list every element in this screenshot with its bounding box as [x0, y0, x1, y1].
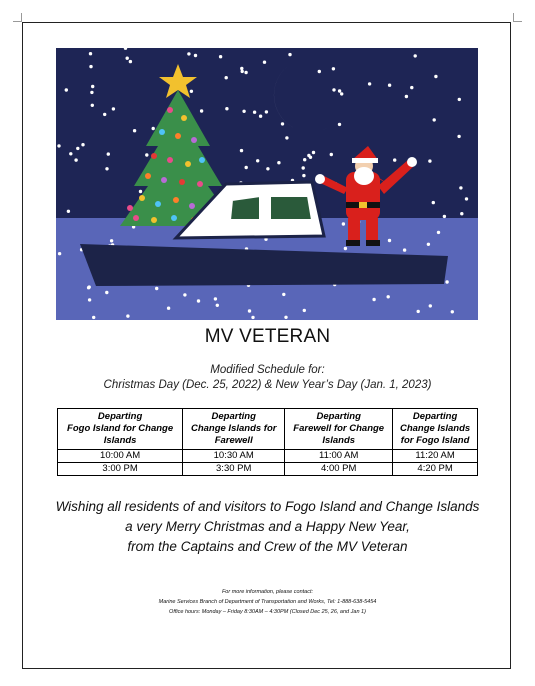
snowflake: [302, 174, 305, 177]
holiday-message-line: a very Merry Christmas and a Happy New Year,: [125, 519, 410, 534]
snowflake: [241, 70, 244, 73]
departure-time: 11:00 AM: [285, 450, 393, 463]
column-header-line: Farewell: [214, 435, 253, 446]
holiday-message-line: Wishing all residents of and visitors to Fogo Island and Change Islands: [55, 499, 480, 514]
ornament: [167, 157, 173, 163]
snowflake: [244, 71, 247, 74]
holiday-message: [0, 497, 535, 557]
snowflake: [344, 247, 347, 250]
snowflake: [288, 53, 291, 56]
departure-time: 3:30 PM: [183, 463, 285, 476]
column-header-line: Departing: [97, 411, 143, 422]
snowflake: [57, 144, 60, 147]
snowflake: [465, 197, 468, 200]
ornament: [167, 107, 173, 113]
snowflake: [194, 54, 197, 57]
snowflake: [414, 54, 417, 57]
snowflake: [214, 297, 217, 300]
ornament: [151, 153, 157, 159]
ornament: [197, 181, 203, 187]
snowflake: [126, 57, 129, 60]
snowflake: [387, 295, 390, 298]
snowflake: [282, 293, 285, 296]
snowflake: [277, 161, 280, 164]
column-header-line: Departing: [316, 411, 361, 422]
snowflake: [303, 158, 306, 161]
ornament: [175, 133, 181, 139]
snowflake: [342, 222, 345, 225]
departure-time: 4:20 PM: [393, 463, 478, 476]
schedule-subtitle: Modified Schedule for:: [210, 364, 325, 376]
ornament: [151, 217, 157, 223]
snowflake: [302, 166, 305, 169]
snowflake: [388, 84, 391, 87]
snowflake: [65, 88, 68, 91]
snowflake: [332, 67, 335, 70]
snowflake: [312, 151, 315, 154]
snowflake: [318, 70, 321, 73]
snowflake: [139, 190, 142, 193]
snowflake: [126, 314, 129, 317]
snowflake: [432, 201, 435, 204]
snowflake: [263, 61, 266, 64]
snowflake: [393, 158, 396, 161]
snowflake: [338, 123, 341, 126]
snowflake: [443, 215, 446, 218]
snowflake: [372, 298, 375, 301]
snowflake: [245, 166, 248, 169]
snowflake: [451, 310, 454, 313]
snowflake: [427, 243, 430, 246]
snowflake: [155, 287, 158, 290]
snowflake: [58, 252, 61, 255]
snowflake: [458, 98, 461, 101]
snowflake: [240, 149, 243, 152]
schedule-dates: Christmas Day (Dec. 25, 2022) & New Year’s Day (Jan. 1, 2023): [103, 379, 432, 391]
snowflake: [410, 86, 413, 89]
column-header: [58, 409, 183, 450]
ornament: [173, 197, 179, 203]
snowflake: [129, 60, 132, 63]
snowflake: [429, 304, 432, 307]
column-header-line: Departing: [211, 411, 256, 422]
snowflake: [417, 310, 420, 313]
snowflake: [91, 85, 94, 88]
snowflake: [338, 89, 341, 92]
snowflake: [67, 210, 70, 213]
snowflake: [266, 167, 269, 170]
snowflake: [428, 159, 431, 162]
snowflake: [459, 186, 462, 189]
ornament: [191, 137, 197, 143]
snowflake: [200, 109, 203, 112]
ornament: [185, 161, 191, 167]
snowflake: [167, 307, 170, 310]
ornament: [181, 115, 187, 121]
crop-mark-top-right: [513, 13, 522, 22]
departure-time: 4:00 PM: [285, 463, 393, 476]
snowflake: [259, 115, 262, 118]
snowflake: [445, 280, 448, 283]
ornament: [161, 177, 167, 183]
snowflake: [89, 65, 92, 68]
snowflake: [225, 76, 228, 79]
table-row: [58, 463, 478, 476]
snowflake: [285, 136, 288, 139]
snowflake: [88, 298, 91, 301]
crop-mark-top-left: [13, 13, 22, 22]
ornament: [171, 215, 177, 221]
schedule-header-row: [58, 409, 478, 450]
snowflake: [81, 143, 84, 146]
snowflake: [340, 92, 343, 95]
snowflake: [460, 212, 463, 215]
column-header-line: Fogo Island for Change: [67, 423, 174, 434]
snowflake: [253, 111, 256, 114]
footer-line: Office hours: Monday – Friday 8:30AM – 4:30PM (Closed Dec 25, 26, and Jan 1): [169, 609, 366, 615]
snowflake: [434, 75, 437, 78]
snowflake: [242, 110, 245, 113]
snowflake: [368, 82, 371, 85]
snowflake: [110, 239, 113, 242]
contact-footer: [0, 587, 535, 617]
footer-line: For more information, please contact:: [221, 589, 314, 595]
snowflake: [251, 316, 254, 319]
snowflake: [145, 153, 148, 156]
snowflake: [76, 147, 79, 150]
snowflake: [307, 154, 310, 157]
column-header-line: Departing: [412, 411, 458, 422]
snowflake: [105, 291, 108, 294]
departure-time: 11:20 AM: [393, 450, 478, 463]
table-row: [58, 450, 478, 463]
column-header: [183, 409, 285, 450]
departure-time: 10:00 AM: [58, 450, 183, 463]
ornament: [127, 205, 133, 211]
footer-line: Marine Services Branch of Department of Transportation and Works, Tel: 1-888-638-5454: [158, 599, 377, 605]
snowflake: [240, 67, 243, 70]
ornament: [199, 157, 205, 163]
holiday-message-line: from the Captains and Crew of the MV Veteran: [127, 539, 408, 554]
christmas-boat-illustration: [56, 48, 478, 320]
snowflake: [91, 104, 94, 107]
snowflake: [437, 231, 440, 234]
ornament: [189, 203, 195, 209]
ornament: [133, 215, 139, 221]
snowflake: [107, 152, 110, 155]
column-header-line: Farewell for Change: [293, 423, 385, 434]
snowflake: [90, 91, 93, 94]
snowflake: [92, 316, 95, 319]
snowflake: [89, 52, 92, 55]
snowflake: [303, 309, 306, 312]
snowflake: [112, 107, 115, 110]
snowflake: [405, 95, 408, 98]
column-header: [393, 409, 478, 450]
snowflake: [403, 248, 406, 251]
snowflake: [248, 309, 251, 312]
page-title: MV VETERAN: [204, 326, 331, 347]
snowflake: [87, 286, 90, 289]
snowflake: [219, 55, 222, 58]
departure-time: 3:00 PM: [58, 463, 183, 476]
column-header-line: Change Islands: [399, 423, 471, 434]
snowflake: [433, 118, 436, 121]
snowflake: [256, 159, 259, 162]
column-header-line: Change Islands for: [190, 423, 277, 434]
column-header-line: Islands: [103, 435, 137, 446]
snowflake: [133, 129, 136, 132]
snowflake: [216, 304, 219, 307]
snowflake: [281, 122, 284, 125]
snowflake: [225, 107, 228, 110]
column-header: [285, 409, 393, 450]
snowflake: [457, 135, 460, 138]
snowflake: [332, 88, 335, 91]
snowflake: [265, 110, 268, 113]
snowflake: [183, 293, 186, 296]
column-header-line: for Fogo Island: [400, 435, 470, 446]
snowflake: [69, 152, 72, 155]
snowflake: [190, 90, 193, 93]
schedule-table: [57, 408, 478, 476]
snowflake: [284, 316, 287, 319]
snowflake: [74, 158, 77, 161]
cabin-window-left: [230, 196, 260, 220]
snowflake: [152, 127, 155, 130]
departure-time: 10:30 AM: [183, 450, 285, 463]
snowflake: [187, 52, 190, 55]
snowflake: [105, 167, 108, 170]
snowflake: [330, 153, 333, 156]
ornament: [145, 173, 151, 179]
ornament: [159, 129, 165, 135]
cabin-window-right: [270, 196, 312, 220]
snowflake: [197, 299, 200, 302]
ornament: [155, 201, 161, 207]
ornament: [139, 195, 145, 201]
ornament: [179, 179, 185, 185]
snowflake: [388, 239, 391, 242]
snowflake: [103, 113, 106, 116]
column-header-line: Islands: [322, 435, 356, 446]
